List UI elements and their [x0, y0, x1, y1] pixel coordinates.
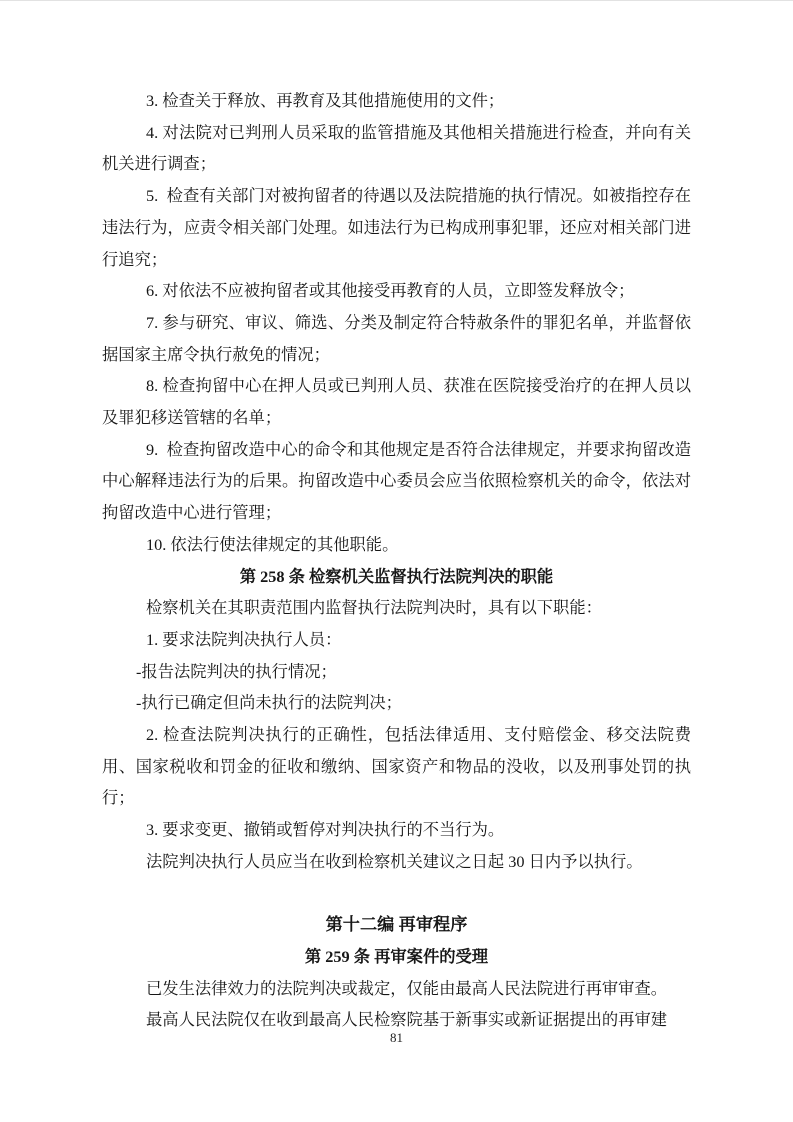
document-body: [102, 85, 691, 1036]
paragraph: 4. 对法院对已判刑人员采取的监管措施及其他相关措施进行检查，并向有关机关进行调查；: [102, 122, 691, 174]
article-heading: 第 258 条 检察机关监督执行法院判决的职能: [239, 566, 554, 586]
paragraph: 法院判决执行人员应当在收到检察机关建议之日起 30 日内予以执行。: [146, 851, 643, 871]
part-heading: 第十二编 再审程序: [325, 915, 468, 935]
paragraph: 5. 检查有关部门对被拘留者的待遇以及法院措施的执行情况。如被指控存在违法行为，应责令相关部门处理。如违法行为已构成刑事犯罪，还应对相关部门进行追究；: [102, 186, 691, 269]
page-number: 81: [390, 1030, 403, 1045]
paragraph: 8. 检查拘留中心在押人员或已判刑人员、获准在医院接受治疗的在押人员以及罪犯移送管辖的名单；: [102, 376, 691, 428]
paragraph-dash: -报告法院判决的执行情况；: [136, 661, 337, 681]
article-heading: 第 259 条 再审案件的受理: [304, 946, 489, 966]
paragraph: 7. 参与研究、审议、筛选、分类及制定符合特赦条件的罪犯名单，并监督依据国家主席令执行赦免的情况；: [102, 312, 691, 364]
paragraph: 已发生法律效力的法院判决或裁定，仅能由最高人民法院进行再审审查。: [146, 978, 668, 998]
paragraph: 9. 检查拘留改造中心的命令和其他规定是否符合法律规定，并要求拘留改造中心解释违法行为的后果。拘留改造中心委员会应当依照检察机关的命令，依法对拘留改造中心进行管理；: [102, 439, 691, 523]
paragraph: 1. 要求法院判决执行人员：: [146, 629, 342, 649]
paragraph: 检察机关在其职责范围内监督执行法院判决时，具有以下职能：: [146, 598, 602, 618]
paragraph-dash: -执行已确定但尚未执行的法院判决；: [136, 693, 402, 713]
paragraph: 2. 检查法院判决执行的正确性，包括法律适用、支付赔偿金、移交法院费用、国家税收和罚金的征收和缴纳、国家资产和物品的没收，以及刑事处罚的执行；: [102, 725, 691, 808]
paragraph: 3. 检查关于释放、再教育及其他措施使用的文件；: [146, 91, 505, 110]
paragraph: 3. 要求变更、撤销或暂停对判决执行的不当行为。: [146, 820, 505, 840]
paragraph: 最高人民法院仅在收到最高人民检察院基于新事实或新证据提出的再审建: [146, 1010, 668, 1030]
page-top-edge: [0, 0, 793, 1]
blank-line: [102, 878, 691, 910]
paragraph: 6. 对依法不应被拘留者或其他接受再教育的人员，立即签发释放令；: [146, 281, 635, 301]
paragraph: 10. 依法行使法律规定的其他职能。: [146, 534, 399, 554]
